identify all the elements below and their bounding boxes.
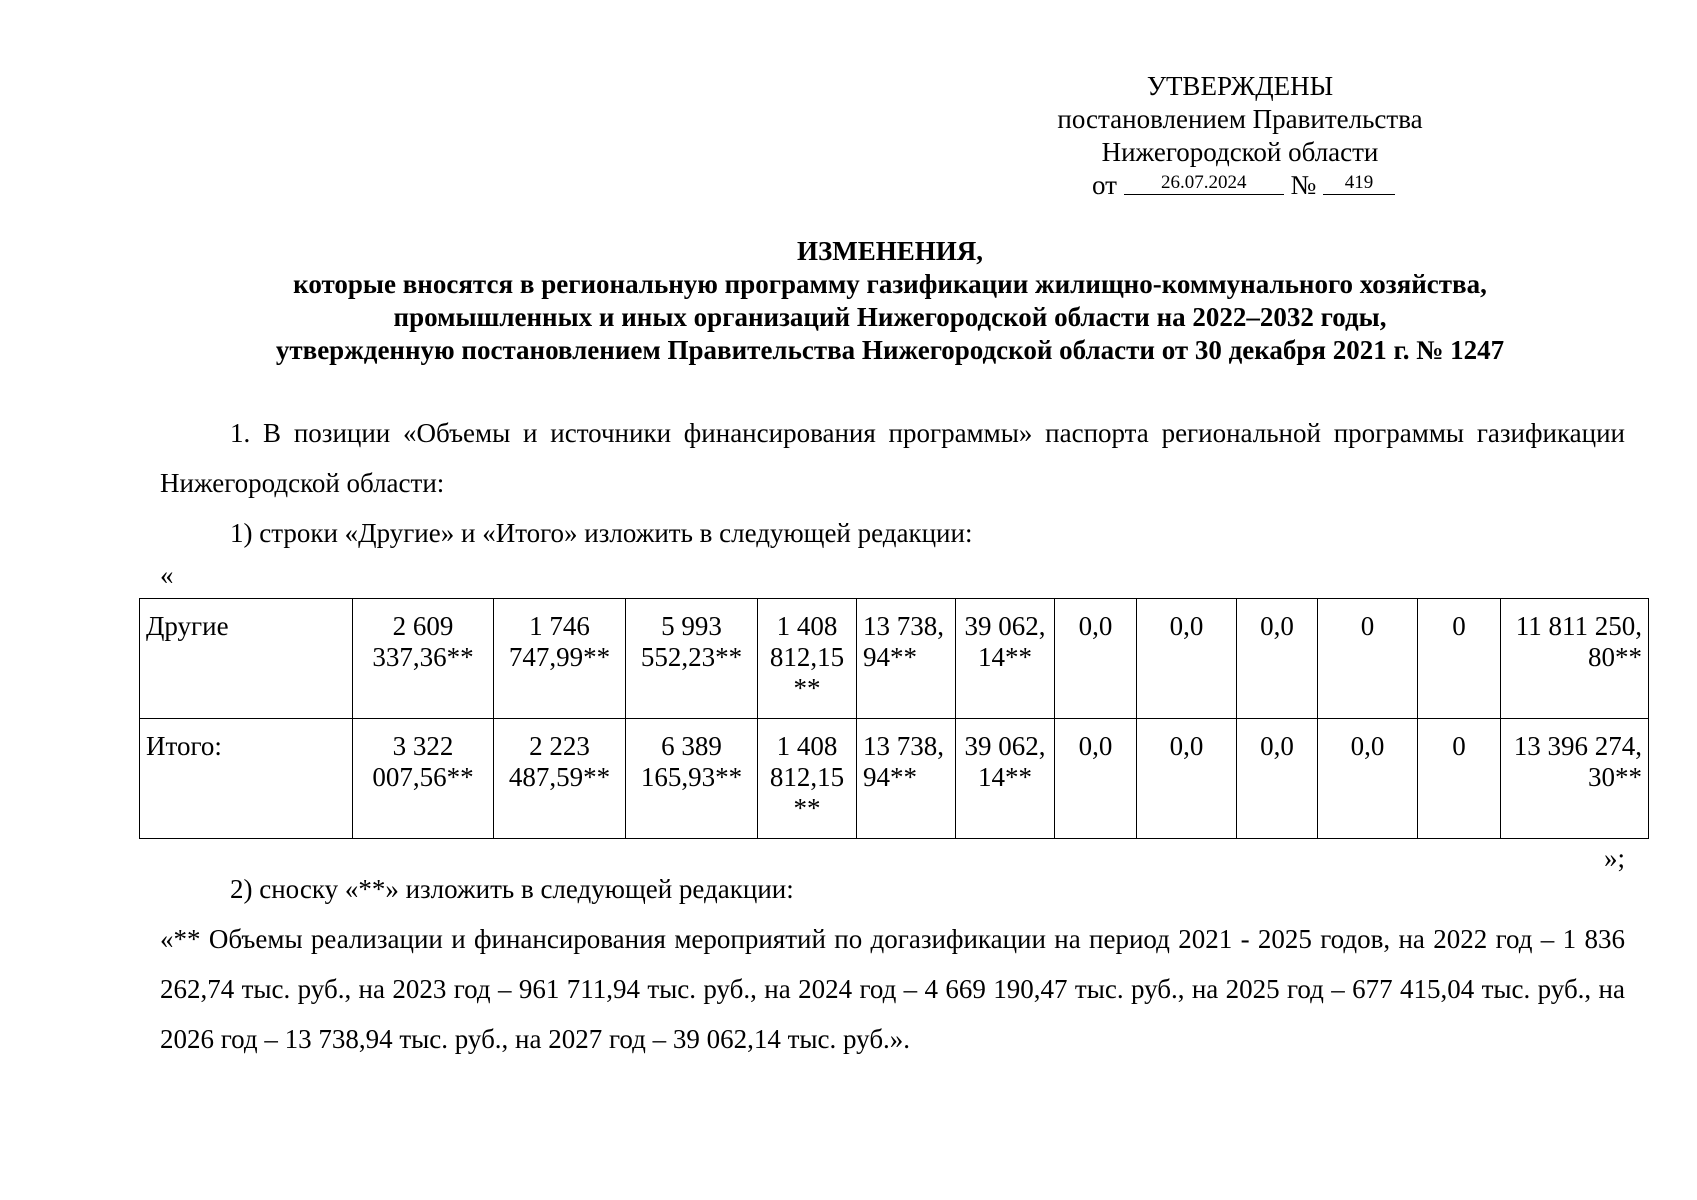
table-cell: 2 223 487,59** [494,719,626,839]
number-label: № [1290,170,1317,200]
approval-stamp [1040,70,1440,202]
table-cell: 0,0 [1055,719,1137,839]
table-cell: 0,0 [1137,599,1237,719]
table-row [140,599,1649,719]
table-cell: 0,0 [1137,719,1237,839]
region-label: Нижегородской области [1101,137,1379,167]
table-cell: 1 746 747,99** [494,599,626,719]
decree-number: 419 [1323,172,1395,195]
row-label: Итого: [140,719,353,839]
table-cell: 39 062, 14** [956,719,1055,839]
approved-label: УТВЕРЖДЕНЫ [1146,71,1334,101]
from-label: от [1092,170,1117,200]
row-label: Другие [140,599,353,719]
table-cell: 13 396 274, 30** [1501,719,1649,839]
table-cell: 0 [1418,599,1501,719]
table-cell: 6 389 165,93** [626,719,758,839]
table-cell: 0 [1418,719,1501,839]
table-cell: 11 811 250, 80** [1501,599,1649,719]
table-cell: 1 408 812,15 ** [758,719,857,839]
paragraph-1-item-2: 2) сноску «**» изложить в следующей редакции: [230,874,794,904]
table-cell: 2 609 337,36** [353,599,494,719]
decree-date: 26.07.2024 [1124,172,1284,195]
table-cell: 13 738, 94** [857,599,956,719]
table-row [140,719,1649,839]
approved-by-label: постановлением Правительства [1057,104,1423,134]
table-cell: 0,0 [1318,719,1418,839]
table-close-quote: »; [1604,843,1626,873]
table-cell: 0 [1318,599,1418,719]
paragraph-1-item-1: 1) строки «Другие» и «Итого» изложить в следующей редакции: [230,518,973,548]
document-title [160,235,1620,367]
table-cell: 3 322 007,56** [353,719,494,839]
table-open-quote: « [160,560,174,590]
table-cell: 39 062, 14** [956,599,1055,719]
table-cell: 13 738, 94** [857,719,956,839]
table-cell: 0,0 [1237,599,1318,719]
paragraph-1: 1. В позиции «Объемы и источники финансирования программы» паспорта региональной программы газификации Нижегородской области: [160,418,1625,498]
title-line-2: промышленных и иных организаций Нижегородской области на 2022–2032 годы, [393,302,1387,332]
table-cell: 1 408 812,15 ** [758,599,857,719]
title-line-3: утвержденную постановлением Правительства Нижегородской области от 30 декабря 2021 г. № 1247 [275,335,1505,365]
decree-date-line [1040,169,1440,202]
table-cell: 0,0 [1237,719,1318,839]
footnote-text: «** Объемы реализации и финансирования мероприятий по догазификации на период 2021 - 2025 годов, на 2022 год – 1 836 262,74 тыс. руб., на 2023 год – 961 711,94 тыс. руб., на 2024 год – 4 669 190,47 тыс. руб., на 2025 год – 677 415,04 тыс. руб., на 2026 год – 13 738,94 тыс. руб., на 2027 год – 39 062,14 тыс. руб.». [160,924,1625,1054]
financing-table [139,598,1649,839]
table-cell: 5 993 552,23** [626,599,758,719]
title-heading: ИЗМЕНЕНИЯ, [796,236,983,266]
title-line-1: которые вносятся в региональную программу газификации жилищно-коммунального хозяйства, [293,269,1487,299]
table-cell: 0,0 [1055,599,1137,719]
